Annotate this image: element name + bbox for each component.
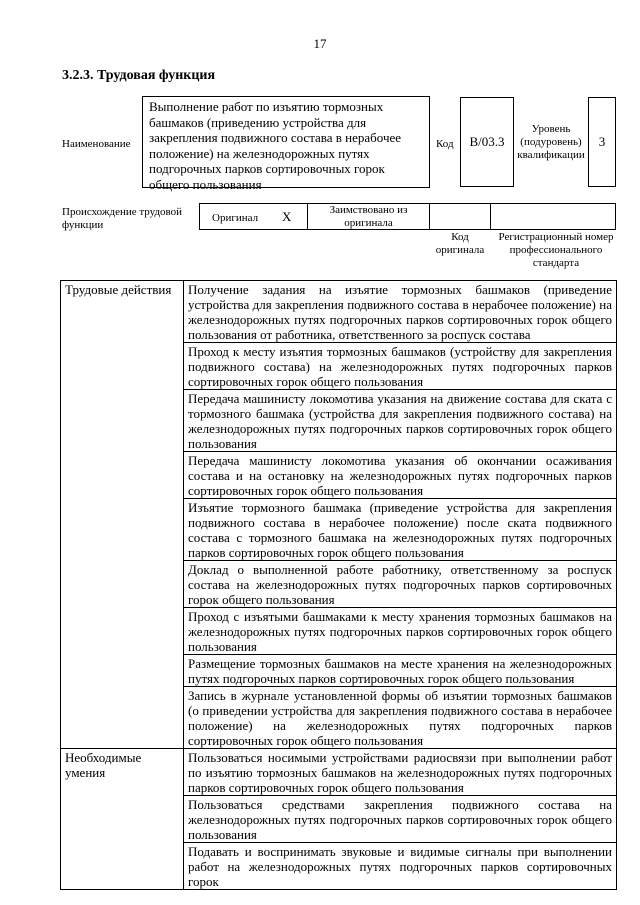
skill-item: Подавать и воспринимать звуковые и видимые сигналы при выполнении работ на железнодорожных путях подгорочных парков сортировочных горок [184,843,617,890]
code-value-box [460,97,514,187]
labor-action-item: Запись в журнале установленной формы об изъятии тормозных башмаков (о приведении устройства для закрепления подвижного состава в нерабочее положение) на железнодорожных путях подгорочных парков сортировочных горок общего пользования [184,687,617,749]
level-value: 3 [598,134,606,149]
skill-label: Необходимые умения [61,749,184,890]
skill-item: Пользоваться средствами закрепления подвижного состава на железнодорожных путях подгорочных парков сортировочных горок общего пользования [184,796,617,843]
origin-label: Происхождение трудовой функции [62,206,183,231]
code-label: Код [436,138,454,150]
level-label: Уровень (подуровень) квалификации [517,122,585,161]
name-label: Наименование [62,138,131,150]
code-original-caption: Код оригинала [435,231,485,256]
labor-action-item: Доклад о выполненной работе работнику, ответственному за роспуск состава на железнодорожных путях подгорочных парков сортировочных горок общего пользования [184,561,617,608]
function-table [60,280,617,890]
code-value: В/03.3 [469,134,505,149]
labor-action-item: Размещение тормозных башмаков на месте хранения на железнодорожных путях подгорочных парков сортировочных горок общего пользования [184,655,617,687]
labor-action-item: Получение задания на изъятие тормозных башмаков (приведение устройства для закрепления подвижного состава в нерабочее положение) на железнодорожных путях подгорочных парков сортировочных горок общего пользования от работника, ответственного за роспуск состава [184,281,617,343]
skill-row [61,749,617,796]
labor-action-item: Изъятие тормозного башмака (приведение устройства для закрепления подвижного состава в нерабочее положение) после ската подвижного состава с тормозного башмака на железнодорожных путях подгорочных парков сортировочных горок общего пользования [184,499,617,561]
original-label: Оригинал [212,212,259,224]
labor-action-item: Проход с изъятыми башмаками к месту хранения тормозных башмаков на железнодорожных путях подгорочных парков сортировочных горок общего пользования [184,608,617,655]
section-title: 3.2.3. Трудовая функция [62,68,216,83]
labor-action-item: Проход к месту изъятия тормозных башмаков (устройству для закрепления подвижного состава) на железнодорожных путях подгорочных парков сортировочных горок общего пользования [184,343,617,390]
labor-action-label: Трудовые действия [61,281,184,749]
labor-action-item: Передача машинисту локомотива указания об окончании осаживания состава и на остановку на железнодорожных путях подгорочных парков сортировочных горок общего пользования [184,452,617,499]
skill-item: Пользоваться носимыми устройствами радиосвязи при выполнении работ по изъятию тормозных башмаков на железнодорожных путях подгорочных парков сортировочных горок общего пользования [184,749,617,796]
level-value-box [588,97,616,187]
function-name-box [142,96,430,192]
origin-divider [429,203,430,230]
borrowed-label: Заимствовано из оригинала [329,203,408,229]
reg-number-box [490,203,616,230]
function-name-value: Выполнение работ по изъятию тормозных башмаков (приведению устройства для закрепления подвижного состава в нерабочее положение) на железнодорожных путях подгорочных парков сортировочных горок общего пользования [149,99,402,192]
labor-action-item: Передача машинисту локомотива указания на движение состава для ската с тормозного башмака (устройства для закрепления подвижного состава) на железнодорожных путях подгорочных парков сортировочных горок общего пользования [184,390,617,452]
original-mark: X [282,209,292,224]
reg-number-caption: Регистрационный номер профессионального стандарта [498,231,614,269]
page-number: 17 [313,36,327,51]
labor-action-row [61,281,617,343]
